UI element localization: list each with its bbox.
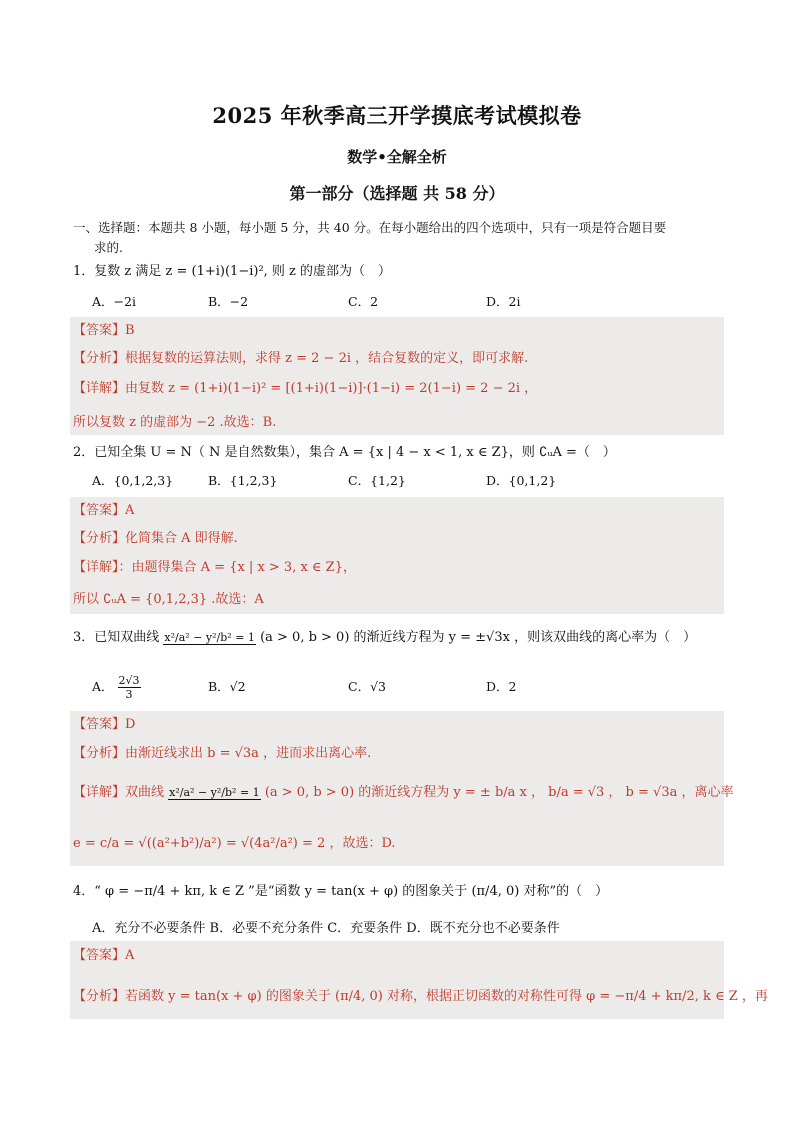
q2-analysis: 【分析】化简集合 A 即得解. [73,531,238,546]
question-3-stem: 3．已知双曲线 x²/a² − y²/b² = 1 (a > 0, b > 0) 的渐近线方程为 y = ±√3x ，则该双曲线的离心率为（ ） [73,630,697,645]
q3-option-d: D．2 [486,679,517,694]
q2-detail: 【详解】：由题得集合 A = {x | x > 3, x ∈ Z}， [73,560,356,575]
q3-answer: 【答案】D [73,717,136,732]
q1-option-a: A．−2i [92,294,136,309]
q2-option-a: A．{0,1,2,3} [92,473,174,488]
q4-answer: 【答案】A [73,948,135,963]
q3-option-b: B．√2 [208,679,246,694]
q2-option-d: D．{0,1,2} [486,473,557,488]
q1-option-b: B．−2 [208,294,249,309]
q1-analysis: 【分析】根据复数的运算法则，求得 z = 2 − 2i ，结合复数的定义，即可求解. [73,351,529,366]
q2-conclusion: 所以 ∁ᵤA = {0,1,2,3} .故选：A [73,592,264,607]
q4-options: A．充分不必要条件 B．必要不充分条件 C．充要条件 D．既不充分也不必要条件 [92,921,560,936]
q3-option-a: A． $\frac{2√3}{3}$ [92,674,140,701]
instructions-line-2: 求的. [94,240,123,255]
q3-option-c: C．√3 [348,679,386,694]
q3-conclusion: e = c/a = √((a²+b²)/a²) = √(4a²/a²) = 2 ，故选：D. [73,836,396,851]
question-4-stem: 4．“ φ = −π/4 + kπ, k ∈ Z ”是“函数 y = tan(x + φ) 的图象关于 (π/4, 0) 对称”的（ ） [73,884,609,899]
q3-detail: 【详解】双曲线 x²/a² − y²/b² = 1 (a > 0, b > 0) 的渐近线方程为 y = ± b/a x ， b/a = √3 ， b = √3a ，离心率 [73,785,734,800]
instructions-line-1: 一、选择题：本题共 8 小题，每小题 5 分，共 40 分。在每小题给出的四个选项中，只有一项是符合题目要 [73,220,667,235]
question-2-stem: 2．已知全集 U = N（ N 是自然数集），集合 A = {x | 4 − x < 1, x ∈ Z}，则 ∁ᵤA =（ ） [73,445,616,460]
q2-answer: 【答案】A [73,503,135,518]
q1-option-c: C．2 [348,294,379,309]
question-1-stem: 1．复数 z 满足 z = (1+i)(1−i)², 则 z 的虚部为（ ） [73,264,392,279]
section-instructions [73,218,723,258]
q4-solution-box [70,941,724,1019]
page-title: 2025 年秋季高三开学摸底考试模拟卷 [212,103,582,128]
page-subtitle: 数学•全解全析 [347,148,447,166]
hyperbola-equation: x²/a² − y²/b² = 1 [164,630,255,644]
q2-option-b: B．{1,2,3} [208,473,278,488]
q3-analysis: 【分析】由渐近线求出 b = √3a ，进而求出离心率. [73,746,372,761]
q1-detail: 【详解】由复数 z = (1+i)(1−i)² = [(1+i)(1−i)]·(1−i) = 2(1−i) = 2 − 2i ， [73,381,538,396]
q1-option-d: D．2i [486,294,521,309]
q2-option-c: C．{1,2} [348,473,406,488]
q4-analysis: 【分析】若函数 y = tan(x + φ) 的图象关于 (π/4, 0) 对称，根据正切函数的对称性可得 φ = −π/4 + kπ/2, k ∈ Z ，再 [73,989,768,1004]
q1-answer: 【答案】B [73,323,135,338]
section-heading: 第一部分（选择题 共 58 分） [289,184,505,203]
q1-conclusion: 所以复数 z 的虚部为 −2 .故选：B. [73,415,277,430]
